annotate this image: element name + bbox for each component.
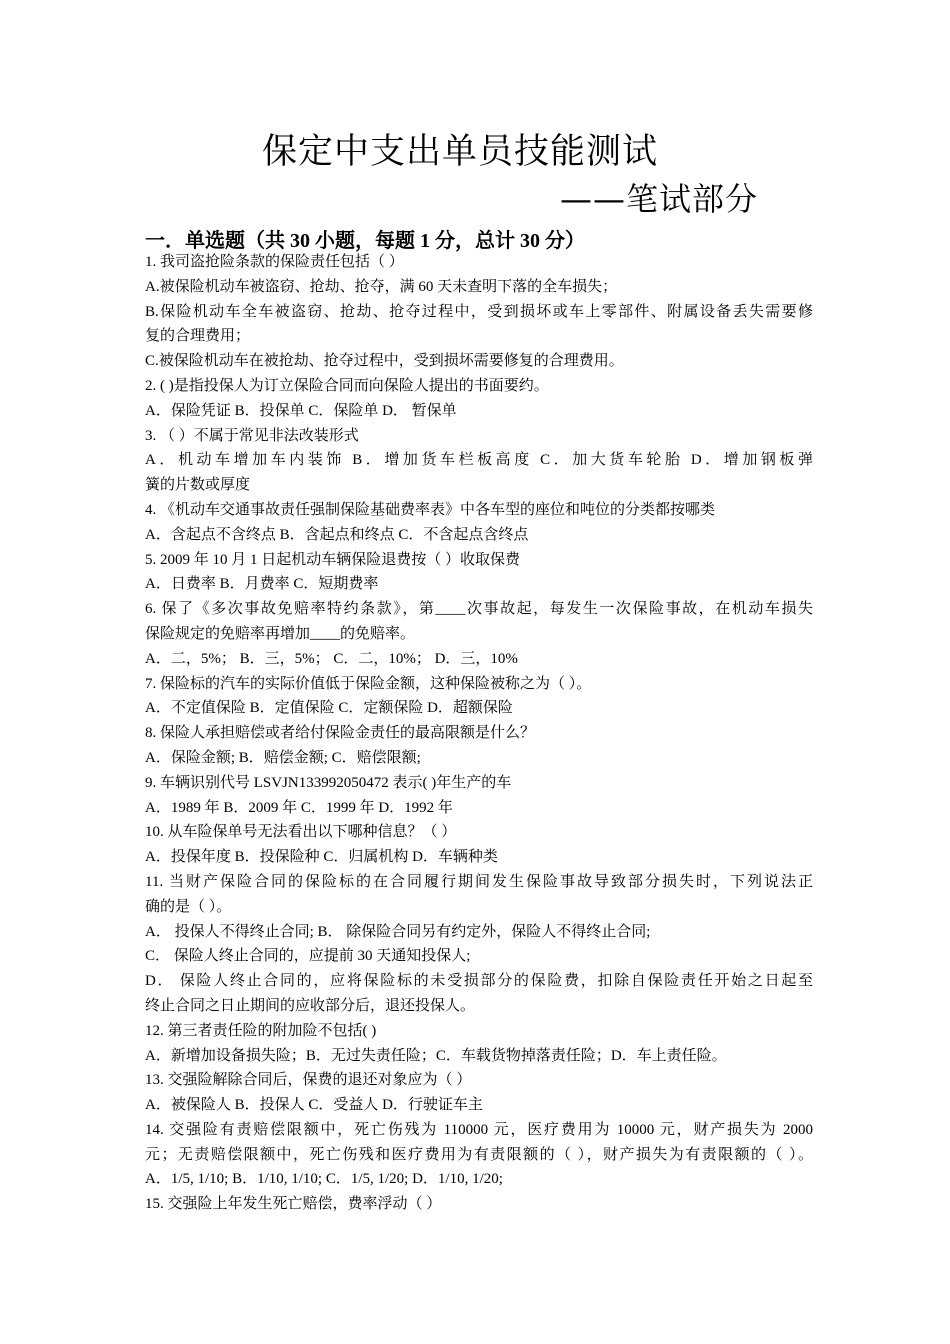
text-line: A．投保年度 B．投保险种 C．归属机构 D．车辆种类: [145, 849, 498, 866]
text-line: A．机动车增加车内装饰 B．增加货车栏板高度 C．加大货车轮胎 D．增加钢板弹: [145, 452, 813, 469]
text-line: A．保险凭证 B．投保单 C．保险单 D． 暂保单: [145, 402, 457, 419]
text-line: A．不定值保险 B．定值保险 C．定额保险 D．超额保险: [145, 700, 513, 717]
document-subtitle: ——笔试部分: [560, 180, 759, 218]
text-line: A．被保险人 B．投保人 C．受益人 D．行驶证车主: [145, 1097, 483, 1114]
section-heading: 一．单选题（共 30 小题，每题 1 分，总计 30 分）: [145, 230, 585, 252]
text-line: 12. 第三者责任险的附加险不包括( ): [145, 1022, 377, 1039]
text-line: A．日费率 B．月费率 C．短期费率: [145, 576, 379, 593]
question-list: [145, 250, 813, 1217]
text-line: D． 保险人终止合同的，应将保险标的未受损部分的保险费，扣除自保险责任开始之日起至: [145, 973, 813, 990]
text-line: 6. 保了《多次事故免赔率特约条款》，第____次事故起，每发生一次保险事故，在机动车损失: [145, 601, 813, 618]
text-line: 5. 2009 年 10 月 1 日起机动车辆保险退费按（ ）收取保费: [145, 551, 521, 568]
text-line: 8. 保险人承担赔偿或者给付保险金责任的最高限额是什么？: [145, 725, 536, 742]
text-line: 2. ( )是指投保人为订立保险合同而向保险人提出的书面要约。: [145, 377, 549, 394]
text-line: B.保险机动车全车被盗窃、抢劫、抢夺过程中，受到损坏或车上零部件、附属设备丢失需要修: [145, 303, 813, 320]
text-line: 7. 保险标的汽车的实际价值低于保险金额，这种保险被称之为（ ）。: [145, 675, 592, 692]
text-line: 3. （ ）不属于常见非法改装形式: [145, 427, 359, 444]
text-line: C． 保险人终止合同的，应提前 30 天通知投保人;: [145, 948, 471, 965]
document-title: 保定中支出单员技能测试: [261, 132, 658, 172]
text-line: C.被保险机动车在被抢劫、抢夺过程中，受到损坏需要修复的合理费用。: [145, 353, 624, 370]
text-line: A． 投保人不得终止合同; B． 除保险合同另有约定外，保险人不得终止合同;: [145, 923, 651, 940]
text-line: 复的合理费用；: [145, 328, 251, 345]
text-line: A．保险金额; B．赔偿金额; C．赔偿限额;: [145, 749, 421, 766]
text-line: 保险规定的免赔率再增加____的免赔率。: [145, 625, 416, 642]
text-line: 确的是（ ）。: [145, 898, 232, 915]
text-line: 终止合同之日止期间的应收部分后，退还投保人。: [145, 997, 476, 1014]
text-line: 14. 交强险有责赔偿限额中，死亡伤残为 110000 元，医疗费用为 10000 元，财产损失为 2000: [145, 1121, 813, 1138]
text-line: 元；无责赔偿限额中，死亡伤残和医疗费用为有责限额的（ ），财产损失为有责限额的（ ）。: [145, 1146, 813, 1163]
text-line: A．1989 年 B．2009 年 C．1999 年 D．1992 年: [145, 799, 453, 816]
text-line: 4. 《机动车交通事故责任强制保险基础费率表》中各车型的座位和吨位的分类都按哪类: [145, 501, 716, 518]
text-line: 9. 车辆识别代号 LSVJN133992050472 表示( )年生产的车: [145, 774, 512, 791]
text-line: A．含起点不含终点 B．含起点和终点 C．不含起点含终点: [145, 526, 529, 543]
text-line: A.被保险机动车被盗窃、抢劫、抢夺，满 60 天未查明下落的全车损失；: [145, 278, 618, 295]
text-line: A．新增加设备损失险；B．无过失责任险；C．车载货物掉落责任险；D．车上责任险。: [145, 1047, 727, 1064]
text-line: 簧的片数或厚度: [145, 477, 251, 494]
text-line: 13. 交强险解除合同后，保费的退还对象应为（ ）: [145, 1072, 472, 1089]
text-line: 10. 从车险保单号无法看出以下哪种信息？（ ）: [145, 824, 457, 841]
text-line: A．二，5%； B．三，5%； C．二，10%； D．三，10%: [145, 650, 518, 667]
text-line: 15. 交强险上年发生死亡赔偿，费率浮动（ ）: [145, 1196, 442, 1213]
text-line: A．1/5, 1/10; B．1/10, 1/10; C．1/5, 1/20; D．1/10, 1/20;: [145, 1171, 503, 1188]
text-line: 11. 当财产保险合同的保险标的在合同履行期间发生保险事故导致部分损失时，下列说法正: [145, 873, 813, 890]
text-line: 1. 我司盗抢险条款的保险责任包括（ ）: [145, 254, 404, 270]
